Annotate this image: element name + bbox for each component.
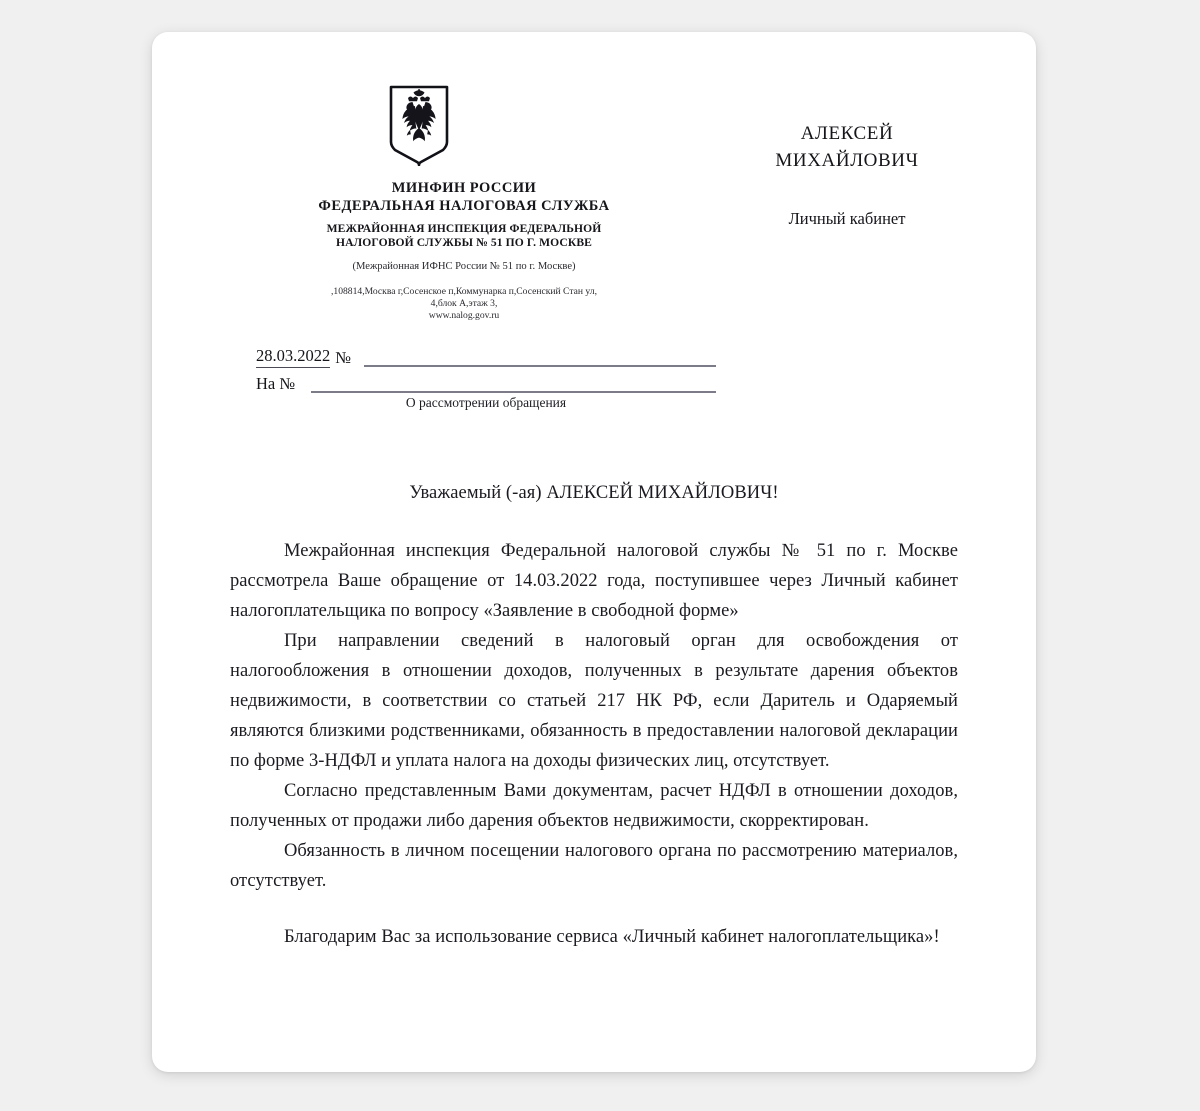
inspection-short-name: (Межрайонная ИФНС России № 51 по г. Москве) [352, 261, 576, 272]
addressee-name-line-2: МИХАЙЛОВИЧ [775, 150, 919, 171]
body-paragraph: Благодарим Вас за использование сервиса «Личный кабинет налогоплательщика»! [284, 927, 940, 947]
ministry-name: МИНФИН РОССИИ [391, 180, 537, 196]
organization-address-line-1: ,108814,Москва г,Сосенское п,Коммунарка п,Сосенский Стан ул, [331, 286, 597, 297]
addressee-delivery-channel: Личный кабинет [788, 209, 906, 228]
body-paragraph: Межрайонная инспекция Федеральной налоговой службы № 51 по г. Москве рассмотрела Ваше обращение от 14.03.2022 года, поступившее через Личный кабинет налогоплательщика по вопросу «Заявление в свободной форме» [230, 541, 958, 621]
reference-block [256, 342, 716, 394]
organization-website: www.nalog.gov.ru [428, 310, 500, 321]
document-card [152, 32, 1036, 1072]
document-subject: О рассмотрении обращения [405, 395, 567, 410]
organization-address-line-2: 4,блок А,этаж 3, [430, 298, 498, 309]
document-header [152, 32, 1036, 432]
body-paragraph: Согласно представленным Вами документам, расчет НДФЛ в отношении доходов, полученных от продажи либо дарения объектов недвижимости, скорректирован. [230, 781, 958, 831]
outgoing-number-rule [364, 365, 716, 367]
document-date: 28.03.2022 [256, 346, 330, 368]
inspection-name-line-1: МЕЖРАЙОННАЯ ИНСПЕКЦИЯ ФЕДЕРАЛЬНОЙ [326, 222, 602, 235]
salutation: Уважаемый (-ая) АЛЕКСЕЙ МИХАЙЛОВИЧ! [409, 483, 779, 503]
incoming-number-label: На № [256, 374, 296, 393]
inspection-name-line-2: НАЛОГОВОЙ СЛУЖБЫ № 51 ПО Г. МОСКВЕ [335, 236, 593, 249]
document-body [230, 480, 958, 952]
outgoing-number-symbol: № [335, 348, 351, 367]
body-paragraph: При направлении сведений в налоговый орган для освобождения от налогообложения в отношении доходов, полученных в результате дарения объектов недвижимости, в соответствии со статьей 217 НК РФ, если Даритель и Одаряемый являются близкими родственниками, обязанность в предоставлении налоговой декларации по форме 3-НДФЛ и уплата налога на доходы физических лиц, отсутствует. [230, 631, 958, 771]
service-name: ФЕДЕРАЛЬНАЯ НАЛОГОВАЯ СЛУЖБА [318, 198, 610, 214]
russian-coat-of-arms-icon [388, 84, 450, 166]
incoming-number-rule [311, 391, 716, 393]
reference-row-incoming [256, 368, 716, 394]
reference-row-outgoing [256, 342, 716, 368]
addressee-name-line-1: АЛЕКСЕЙ [800, 123, 894, 144]
body-paragraph: Обязанность в личном посещении налогового органа по рассмотрению материалов, отсутствует. [230, 841, 958, 891]
addressee-block [682, 120, 1012, 230]
